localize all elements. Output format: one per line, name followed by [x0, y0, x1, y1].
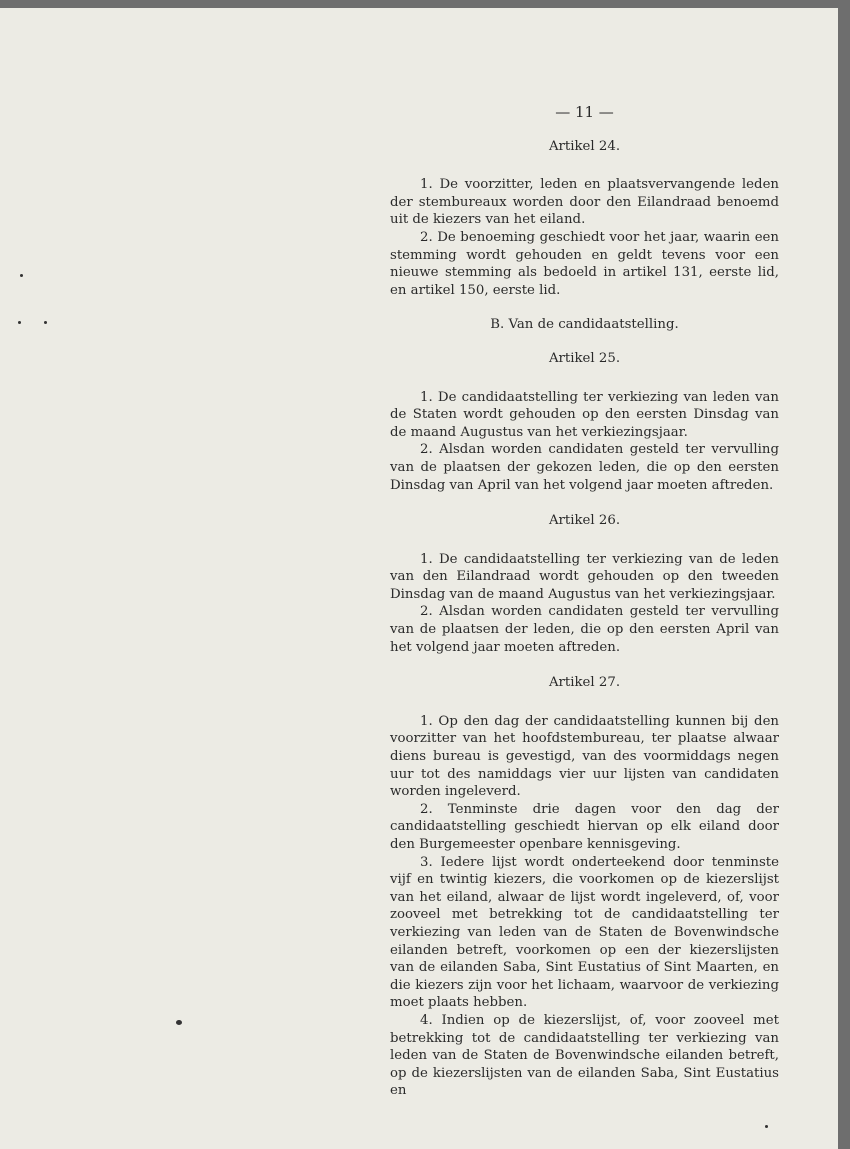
paragraph: 2. Alsdan worden candidaten gesteld ter vervulling van de plaatsen der gekozen leden, die op den eersten Dinsdag van April van het volgend jaar moeten aftreden. — [390, 442, 779, 493]
margin-speck — [44, 321, 47, 324]
paragraph: 1. De voorzitter, leden en plaatsvervangende leden der stembureaux worden door den Eilandraad benoemd uit de kiezers van het eiland. — [390, 177, 779, 228]
document-page — [0, 8, 838, 1149]
paragraph: 1. De candidaatstelling ter verkiezing van de leden van den Eilandraad wordt gehouden op den tweeden Dinsdag van de maand Augustus van het verkiezingsjaar. — [390, 551, 779, 602]
paragraph: 1. De candidaatstelling ter verkiezing van leden van de Staten wordt gehouden op den eersten Dinsdag van de maand Augustus van het verkiezingsjaar. — [390, 389, 779, 440]
margin-speck — [765, 1125, 768, 1128]
paragraph: 2. De benoeming geschiedt voor het jaar, waarin een stemming wordt gehouden en geldt tevens voor een nieuwe stemming als bedoeld in artikel 131, eerste lid, en artikel 150, eerste lid. — [390, 229, 779, 298]
margin-speck — [20, 274, 23, 277]
paragraph: 3. Iedere lijst wordt onderteekend door tenminste vijf en twintig kiezers, die voorkomen op de kiezerslijst van het eiland, alwaar de lijst wordt ingeleverd, of, voor zooveel met betrekking tot de candidaatstelling ter verkiezing van leden van de Staten de Bovenwindsche eilanden betreft, voorkomen op een der kiezerslijsten van de eilanden Saba, Sint Eustatius of Sint Maarten, en die kiezers zijn voor het lichaam, waarvoor de verkiezing moet plaats hebben. — [390, 854, 779, 1011]
article-title: Artikel 26. — [548, 513, 621, 529]
text-column — [390, 104, 779, 1100]
page-number: — 11 — — [555, 103, 614, 121]
paragraph: 4. Indien op de kiezerslijst, of, voor zooveel met betrekking tot de candidaatstelling ter verkiezing van leden van de Staten de Bovenwindsche eilanden betreft, op de kiezerslijsten van de eilanden Saba, Sint Eustatius en — [390, 1012, 779, 1099]
margin-speck — [18, 321, 21, 324]
paragraph: 1. Op den dag der candidaatstelling kunnen bij den voorzitter van het hoofdstembureau, ter plaatse alwaar diens bureau is gevestigd, van des voormiddags negen uur tot des namiddags vier uur lijsten van candidaten worden ingeleverd. — [390, 713, 779, 800]
margin-speck — [176, 1020, 182, 1025]
paragraph: 2. Alsdan worden candidaten gesteld ter vervulling van de plaatsen der leden, die op den eersten April van het volgend jaar moeten aftreden. — [390, 604, 779, 655]
section-heading: B. Van de candidaatstelling. — [490, 317, 679, 333]
article-title: Artikel 27. — [548, 675, 621, 691]
article-title: Artikel 24. — [548, 138, 621, 154]
article-title: Artikel 25. — [548, 350, 621, 366]
paragraph: 2. Tenminste drie dagen voor den dag der candidaatstelling geschiedt hiervan op elk eiland door den Burgemeester openbare kennisgeving. — [390, 801, 779, 852]
